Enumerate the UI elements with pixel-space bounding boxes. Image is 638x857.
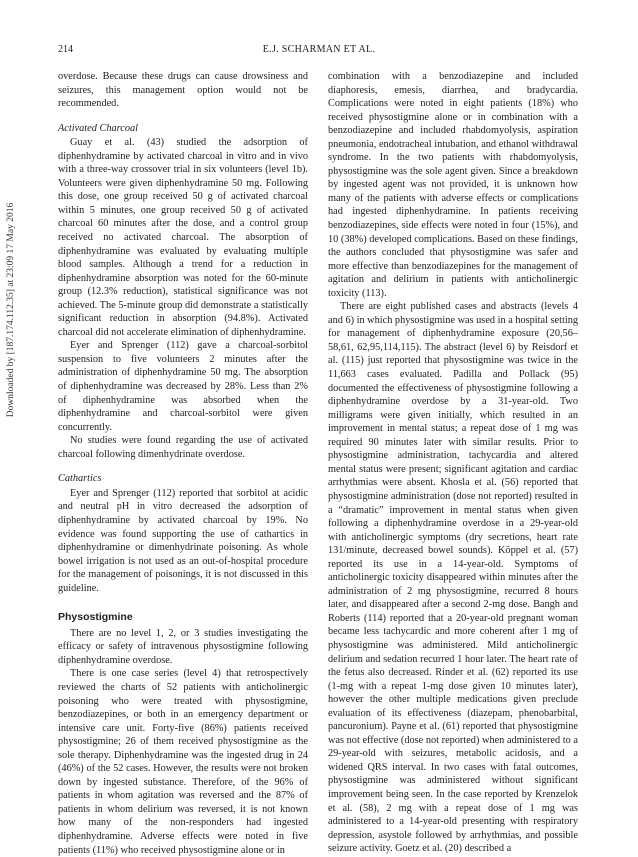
subheading-activated-charcoal: Activated Charcoal (58, 122, 138, 134)
running-title: E.J. SCHARMAN ET AL. (262, 44, 376, 55)
paragraph: There are no level 1, 2, or 3 studies investigating the efficacy or safety of intravenous physostigmine following diphenhydramine overdose. (58, 627, 308, 666)
continued-paragraph: overdose. Because these drugs can cause drowsiness and seizures, this management option would not be recommended. (58, 71, 308, 110)
page-number: 214 (58, 44, 73, 55)
paragraph: There is one case series (level 4) that retrospectively reviewed the charts of 52 patients with anticholinergic poisoning who were treated with physostigmine, benzodiazepines, or both in an emergency department or intensive care unit. Forty-five (86%) patients received physostigmine; 26 of them received physostigmine as the sole therapy. Diphenhydramine was the ingested drug in 24 (46%) of the 52 cases. However, the results were not broken down by ingested substance. Therefore, of the 96% of patients in whom agitation was reversed and the 87% of patients in whom delirium was reversed, it is not known how many of the non-responders had ingested diphenhydramine. Adverse effects were noted in five patients (11%) who received physostigmine alone or in (58, 668, 308, 856)
paragraph: Guay et al. (43) studied the adsorption of diphenhydramine by activated charcoal in vitro and in vivo with a three-way crossover trial in six volunteers (level 1b). Volunteers were given diphenhydramine 50 mg. Following this dose, one group received 50 g of activated charcoal within 5 minutes, one group received 50 g of activated charcoal 60 minutes after the dose, and a control group received no activated charcoal. The absorption of diphenhydramine was evaluated by evaluating multiple blood samples. Although a trend for a reduction in diphenhydramine absorption was noted for the 60-minute group (12.3% reduction), statistical significance was not achieved. The 5-minute group did demonstrate a statistically significant reduction in absorption (94.8%). Activated charcoal did not accelerate elimination of diphenhydramine. (58, 137, 308, 338)
download-watermark (4, 60, 18, 560)
subheading-cathartics: Cathartics (58, 473, 102, 485)
paragraph: Eyer and Sprenger (112) reported that sorbitol at acidic and neutral pH in vitro decreased the adsorption of diphenhydramine by activated charcoal by 19%. No evidence was found supporting the use of cathartics in diphenhydramine or dimenhydrinate poisoning. As whole bowel irrigation is not used as an out-of-hospital procedure for the management of poisonings, it is not discussed in this guideline. (58, 487, 308, 594)
paragraph: There are eight published cases and abstracts (levels 4 and 6) in which physostigmine was used in a hospital setting for management of diphenhydramine exposure (20,56–58,61, 62,95,114,115). The abstract (level 6) by Reisdorf et al. (115) just reported that physostigmine was twice in the 11,663 cases evaluated. Padilla and Pollack (95) documented the effectiveness of physostigmine following a diphenhydramine overdose by a 31-year-old. Two milligrams were given initially, which resulted in an improvement in mental status; a repeat dose of 1 mg was required 90 minutes later with similar results. Prior to physostigmine administration, tachycardia and altered mental status were present; significant agitation and cardiac arrhythmias were absent. Khosla et al. (56) reported that physostigmine administration (dose not reported) resulted in a “dramatic” improvement in mental status when given following a diphenhydramine overdose in a 29-year-old with anticholinergic symptoms (dry secretions, heart rate 131/minute, decreased bowel sounds). Köppel et al. (57) reported its use in a 14-year-old. Symptoms of anticholinergic toxicity disappeared within minutes after the administration of 2 mg physostigmine, recurred 8 hours later, and disappeared after a second 2-mg dose. Bangh and Roberts (114) reported that a 20-year-old pregnant woman became less tachycardic and more coherent after 1 mg of physostigmine was administered. Mild anticholinergic delirium and sedation recurred 1 hour later. The heart rate of the fetus also decreased. Rinder et al. (62) reported its use (1-mg with a repeat 1-mg dose given 10 minutes later), however the other multiple medications given preclude evaluation of its effectiveness (diazepam, phenobarbital, pancuronium). Payne et al. (61) reported that physostigmine was not effective (dose not reported) when administered to a 29-year-old with seizures, metabolic acidosis, and a widened QRS interval. In two cases with fatal outcomes, physostigmine was administered without significant improvement being seen. In the case reported by Krenzelok et al. (58), 2 mg with a repeat dose of 1 mg was administered to a 14-year-old presenting with respiratory depression, asystole followed by arrhythmias, and possible seizure activity. Goetz et al. (20) described a (328, 301, 578, 855)
download-note: Downloaded by [187.174.112.35] at 23:09 17 May 2016 (6, 202, 16, 418)
continued-paragraph: combination with a benzodiazepine and included diaphoresis, emesis, diarrhea, and bradycardia. Complications were noted in eight patients (18%) who received physostigmine alone or in combination with a benzodiazepine and included rhabdomyolysis, aspiration pneumonia, endotracheal intubation, and ethanol withdrawal syndrome. In the two patients with rhabdomyolysis, physostigmine was the sole agent given. Since a breakdown by ingested agent was not provided, it is unknown how many of the patients with adverse effects or complications had ingested diphenhydramine. In patients receiving benzodiazepines, side effects were noted in four (15%), and 10 (38%) developed complications. Based on these findings, the authors concluded that physostigmine was safer and more effective than benzodiazepines for the management of agitation and delirium in patients with anticholinergic toxicity (113). (328, 71, 578, 299)
left-column (58, 70, 308, 857)
section-title-physostigmine: Physostigmine (58, 611, 133, 624)
paragraph: No studies were found regarding the use of activated charcoal following dimenhydrinate overdose. (58, 435, 308, 460)
right-column (328, 70, 578, 856)
page-header (58, 44, 580, 58)
paragraph: Eyer and Sprenger (112) gave a charcoal-sorbitol suspension to five volunteers 2 minutes after the administration of diphenhydramine 50 mg. The absorption of diphenhydramine was decreased by 28%. Less than 2% of diphenhydramine was absorbed when the diphenhydramine and charcoal-sorbitol were given concurrently. (58, 340, 308, 433)
